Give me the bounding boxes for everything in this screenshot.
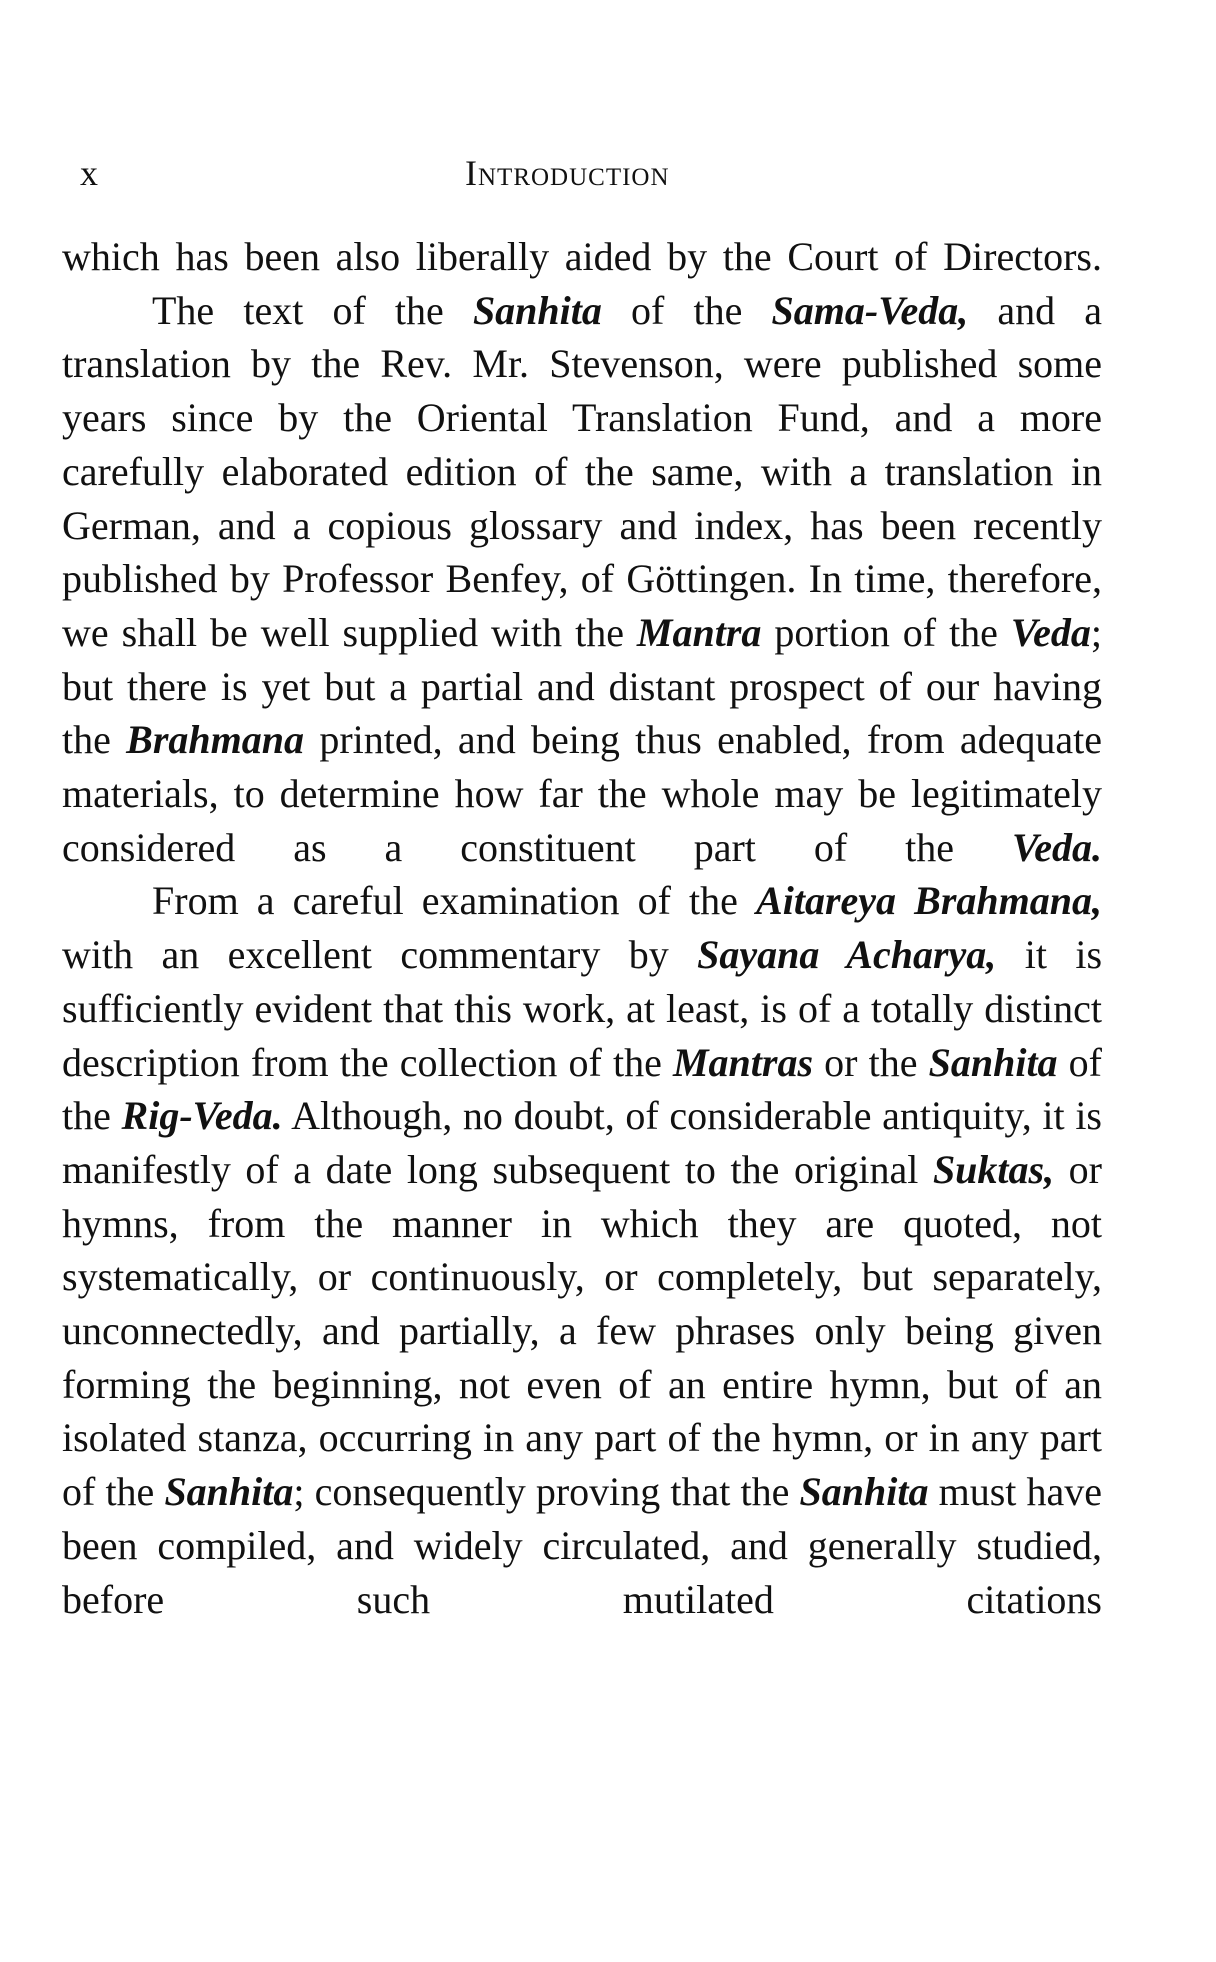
running-head	[80, 152, 1105, 202]
paragraph-1	[62, 230, 1102, 284]
body-text	[62, 230, 1102, 1626]
text-run: The text of the	[152, 287, 473, 333]
text-run: must have been compiled, and widely circulated, and generally studied, before such mutilated citations	[62, 1469, 1103, 1622]
chapter-title: Introduction	[465, 153, 670, 193]
text-run: it is sufficiently evident that this work, at least, is of a totally distinct description from the collection of the	[62, 932, 1103, 1085]
italic-term: Mantras	[672, 1039, 814, 1085]
paragraph-2	[62, 284, 1102, 875]
italic-term: Sanhita	[472, 287, 602, 333]
italic-term: Sayana Acharya,	[697, 932, 997, 978]
text-run: of the	[601, 287, 772, 333]
italic-term: Veda.	[1012, 824, 1102, 870]
italic-term: Suktas,	[932, 1146, 1055, 1192]
text-run: ; but there is yet but a partial and distant prospect of our having the	[62, 609, 1102, 763]
text-run: From a careful examination of the	[152, 878, 757, 924]
text-run: of the	[62, 1039, 1103, 1139]
text-run: printed, and being thus enabled, from adequate materials, to determine how far the whole may be legitimately considered as a constituent part of the	[62, 717, 1102, 870]
italic-term: Aitareya Brahmana,	[756, 878, 1102, 924]
text-run: ; consequently proving that the	[293, 1469, 800, 1515]
text-run: portion of the	[761, 609, 1011, 655]
text-run: and a translation by the Rev. Mr. Stevenson, were published some years since by the Oriental Translation Fund, and a more carefully elaborated edition of the same, with a translation in German, and a copious glossary and index, has been recently published by Professor Benfey, of Göttingen. In time, therefore, we shall be well supplied with the	[62, 287, 1103, 655]
italic-term: Sanhita	[164, 1469, 294, 1515]
italic-term: Sama-Veda,	[771, 287, 969, 333]
text-run: Although, no doubt, of considerable antiquity, it is manifestly of a date long subsequent to the original	[62, 1093, 1103, 1192]
paragraph-3	[62, 874, 1102, 1626]
text-run: with an excellent commentary by	[62, 932, 698, 978]
page-number: x	[80, 153, 99, 193]
italic-term: Sanhita	[799, 1469, 929, 1515]
text-run: or hymns, from the manner in which they are quoted, not systematically, or continuously, or completely, but separately, unconnectedly, and partially, a few phrases only being given forming the beginning, not even of an entire hymn, but of an isolated stanza, occurring in any part of the hymn, or in any part of the	[62, 1146, 1102, 1515]
italic-term: Veda	[1010, 609, 1091, 655]
italic-term: Brahmana	[126, 717, 305, 763]
text-run: which has been also liberally aided by the Court of Directors.	[62, 234, 1102, 279]
text-run: or the	[813, 1039, 929, 1085]
italic-term: Mantra	[636, 609, 762, 655]
italic-term: Sanhita	[928, 1039, 1058, 1085]
italic-term: Rig-Veda.	[121, 1093, 283, 1139]
